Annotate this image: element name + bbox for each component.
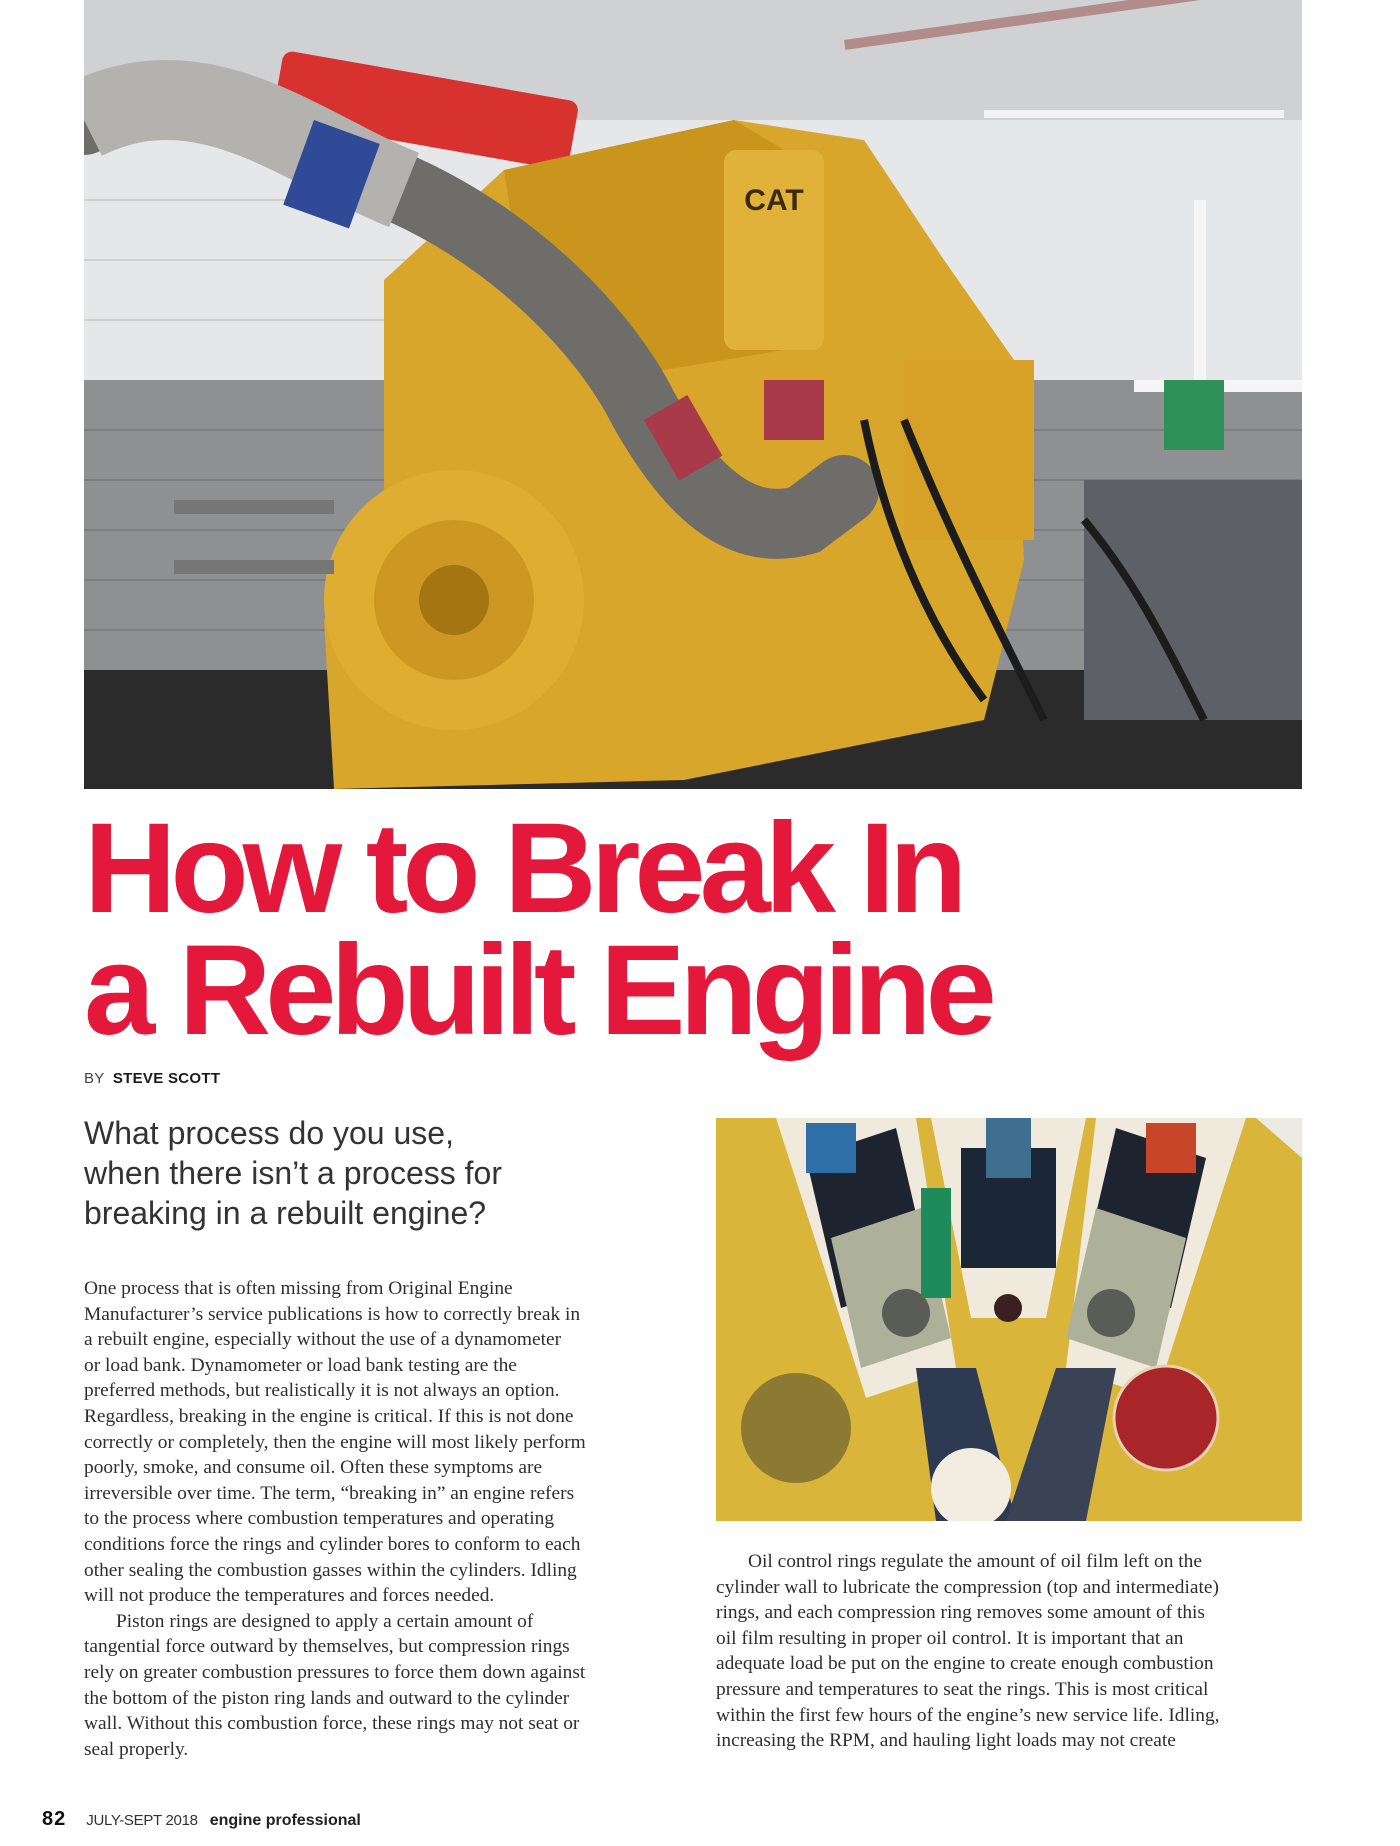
body-paragraph-3: [716, 1549, 1316, 1754]
text-line: irreversible over time. The term, “breaking in” an engine refers: [84, 1482, 575, 1504]
text-line: to the process where combustion temperatures and operating: [84, 1508, 555, 1530]
text-line: cylinder wall to lubricate the compression (top and intermediate): [716, 1576, 1219, 1598]
text-line: Piston rings are designed to apply a certain amount of: [116, 1610, 534, 1632]
text-line: tangential force outward by themselves, but compression rings: [84, 1636, 570, 1658]
deck-line-1: What process do you use,: [84, 1115, 454, 1151]
text-line: Regardless, breaking in the engine is critical. If this is not done: [84, 1405, 574, 1427]
body-column-right: [716, 1549, 1316, 1754]
cat-logo-text: CAT: [744, 184, 804, 217]
text-line: other sealing the combustion gasses within the cylinders. Idling: [84, 1559, 577, 1581]
page-footer: [42, 1808, 361, 1831]
text-line: within the first few hours of the engine’s new service life. Idling,: [716, 1704, 1220, 1726]
deck-line-3: breaking in a rebuilt engine?: [84, 1195, 487, 1231]
text-line: increasing the RPM, and hauling light loads may not create: [716, 1730, 1176, 1752]
page-number: 82: [42, 1808, 67, 1830]
deck-line-2: when there isn’t a process for: [84, 1155, 502, 1191]
text-line: Manufacturer’s service publications is how to correctly break in: [84, 1303, 581, 1325]
text-line: or load bank. Dynamometer or load bank testing are the: [84, 1354, 517, 1376]
headline-line-1: How to Break In: [84, 797, 962, 940]
text-line: Oil control rings regulate the amount of oil film left on the: [748, 1551, 1202, 1572]
issue-date: JULY-SEPT 2018: [86, 1812, 198, 1829]
text-line: pressure and temperatures to seat the rings. This is most critical: [716, 1678, 1209, 1700]
byline: [84, 1070, 220, 1087]
article-headline: [84, 797, 1284, 1062]
text-line: wall. Without this combustion force, these rings may not seat or: [84, 1713, 580, 1735]
text-line: conditions force the rings and cylinder bores to conform to each: [84, 1533, 581, 1555]
text-line: will not produce the temperatures and forces needed.: [84, 1585, 495, 1607]
text-line: poorly, smoke, and consume oil. Often these symptoms are: [84, 1457, 543, 1479]
article-deck: [84, 1113, 684, 1233]
body-paragraph-1: [84, 1276, 684, 1609]
engine-illustration: [84, 0, 1302, 789]
engine-cutaway-photo: [716, 1118, 1302, 1521]
byline-author: STEVE SCOTT: [112, 1070, 221, 1087]
text-line: seal properly.: [84, 1738, 189, 1760]
text-line: the bottom of the piston ring lands and outward to the cylinder: [84, 1687, 570, 1709]
byline-prefix: BY: [84, 1070, 105, 1087]
text-line: One process that is often missing from Original Engine: [84, 1278, 513, 1299]
text-line: a rebuilt engine, especially without the use of a dynamometer: [84, 1329, 562, 1351]
headline-line-2: a Rebuilt Engine: [84, 919, 991, 1062]
text-line: oil film resulting in proper oil control. It is important that an: [716, 1627, 1184, 1649]
text-line: correctly or completely, then the engine will most likely perform: [84, 1431, 586, 1453]
text-line: rings, and each compression ring removes some amount of this: [716, 1602, 1205, 1624]
body-paragraph-2: [84, 1609, 684, 1763]
hero-engine-photo: [84, 0, 1302, 789]
body-column-left: [84, 1276, 684, 1762]
text-line: preferred methods, but realistically it is not always an option.: [84, 1380, 560, 1402]
text-line: adequate load be put on the engine to create enough combustion: [716, 1653, 1214, 1675]
magazine-name: engine professional: [209, 1812, 361, 1829]
text-line: rely on greater combustion pressures to force them down against: [84, 1661, 586, 1683]
cutaway-illustration: [716, 1118, 1302, 1521]
